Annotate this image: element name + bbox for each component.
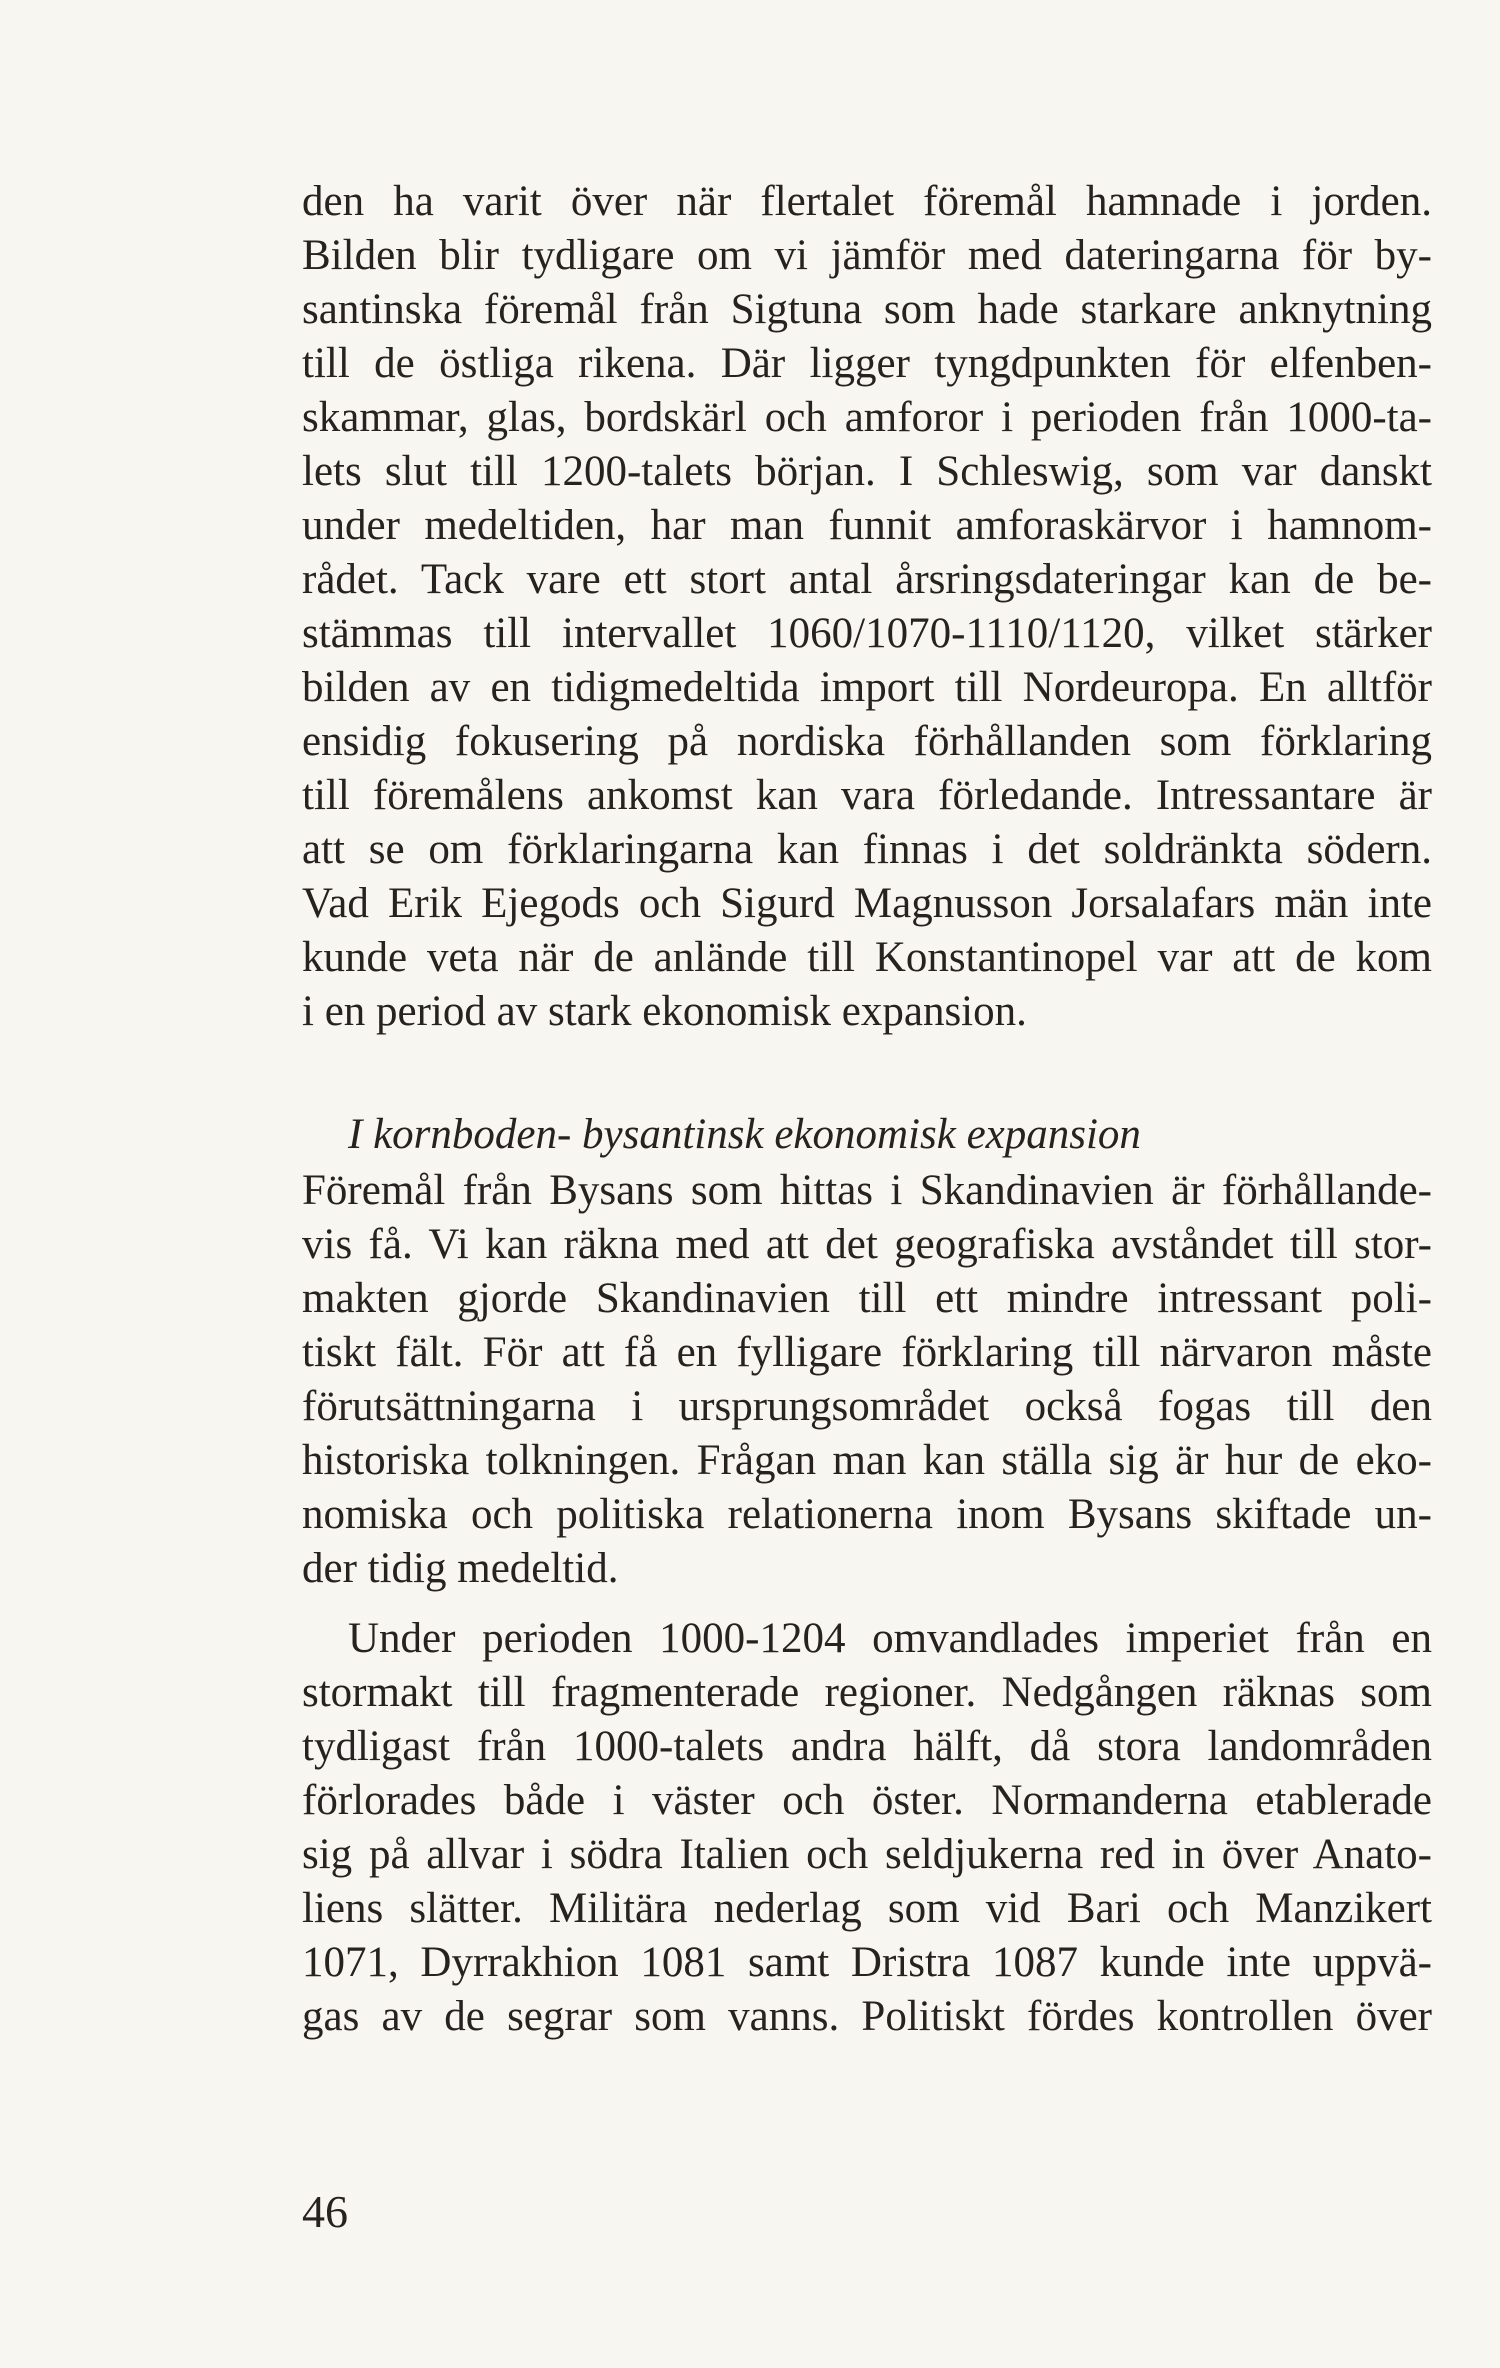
text-line: kunde veta när de anlände till Konstantinopel var att de kom <box>302 934 1432 981</box>
text-line: förutsättningarna i ursprungsområdet också fogas till den <box>302 1383 1432 1430</box>
paragraph-2 <box>302 1164 1432 1596</box>
paragraph-1 <box>302 175 1432 1039</box>
text-line: lets slut till 1200-talets början. I Schleswig, som var danskt <box>302 448 1432 495</box>
text-line: liens slätter. Militära nederlag som vid Bari och Manzikert <box>302 1885 1432 1932</box>
page-number: 46 <box>302 2186 348 2237</box>
text-line: ensidig fokusering på nordiska förhållanden som förklaring <box>302 718 1432 765</box>
text-line: nomiska och politiska relationerna inom Bysans skiftade un- <box>302 1491 1432 1538</box>
text-line: Vad Erik Ejegods och Sigurd Magnusson Jorsalafars män inte <box>302 880 1432 927</box>
text-line: till föremålens ankomst kan vara förledande. Intressantare är <box>302 772 1432 819</box>
text-line: gas av de segrar som vanns. Politiskt fördes kontrollen över <box>302 1993 1432 2040</box>
text-line: 1071, Dyrrakhion 1081 samt Dristra 1087 kunde inte uppvä- <box>302 1939 1432 1986</box>
text-line: santinska föremål från Sigtuna som hade starkare anknytning <box>302 286 1432 333</box>
text-line: bilden av en tidigmedeltida import till Nordeuropa. En alltför <box>302 664 1432 711</box>
text-line: under medeltiden, har man funnit amforaskärvor i hamnom- <box>302 502 1432 549</box>
text-line: tydligast från 1000-talets andra hälft, då stora landområden <box>302 1723 1432 1770</box>
text-line: den ha varit över när flertalet föremål hamnade i jorden. <box>302 178 1432 225</box>
text-line: Bilden blir tydligare om vi jämför med dateringarna för by- <box>302 232 1432 279</box>
text-line: stormakt till fragmenterade regioner. Nedgången räknas som <box>302 1669 1432 1716</box>
text-line: stämmas till intervallet 1060/1070-1110/1120, vilket stärker <box>302 610 1432 657</box>
section-heading: I kornboden- bysantinsk ekonomisk expansion <box>348 1111 1141 1158</box>
text-line: der tidig medeltid. <box>302 1545 619 1592</box>
text-line: historiska tolkningen. Frågan man kan ställa sig är hur de eko- <box>302 1437 1432 1484</box>
text-line: rådet. Tack vare ett stort antal årsringsdateringar kan de be- <box>302 556 1432 603</box>
text-line: Föremål från Bysans som hittas i Skandinavien är förhållande- <box>302 1167 1432 1214</box>
text-line: i en period av stark ekonomisk expansion. <box>302 988 1027 1035</box>
text-line: Under perioden 1000-1204 omvandlades imperiet från en <box>348 1615 1432 1662</box>
text-line: att se om förklaringarna kan finnas i det soldränkta södern. <box>302 826 1432 873</box>
paragraph-3 <box>302 1612 1432 2044</box>
text-line: vis få. Vi kan räkna med att det geografiska avståndet till stor- <box>302 1221 1432 1268</box>
text-line: sig på allvar i södra Italien och seldjukerna red in över Anato- <box>302 1831 1432 1878</box>
text-line: förlorades både i väster och öster. Normanderna etablerade <box>302 1777 1432 1824</box>
text-line: skammar, glas, bordskärl och amforor i perioden från 1000-ta- <box>302 394 1432 441</box>
text-line: till de östliga rikena. Där ligger tyngdpunkten för elfenben- <box>302 340 1432 387</box>
text-line: makten gjorde Skandinavien till ett mindre intressant poli- <box>302 1275 1432 1322</box>
text-line: tiskt fält. För att få en fylligare förklaring till närvaron måste <box>302 1329 1432 1376</box>
